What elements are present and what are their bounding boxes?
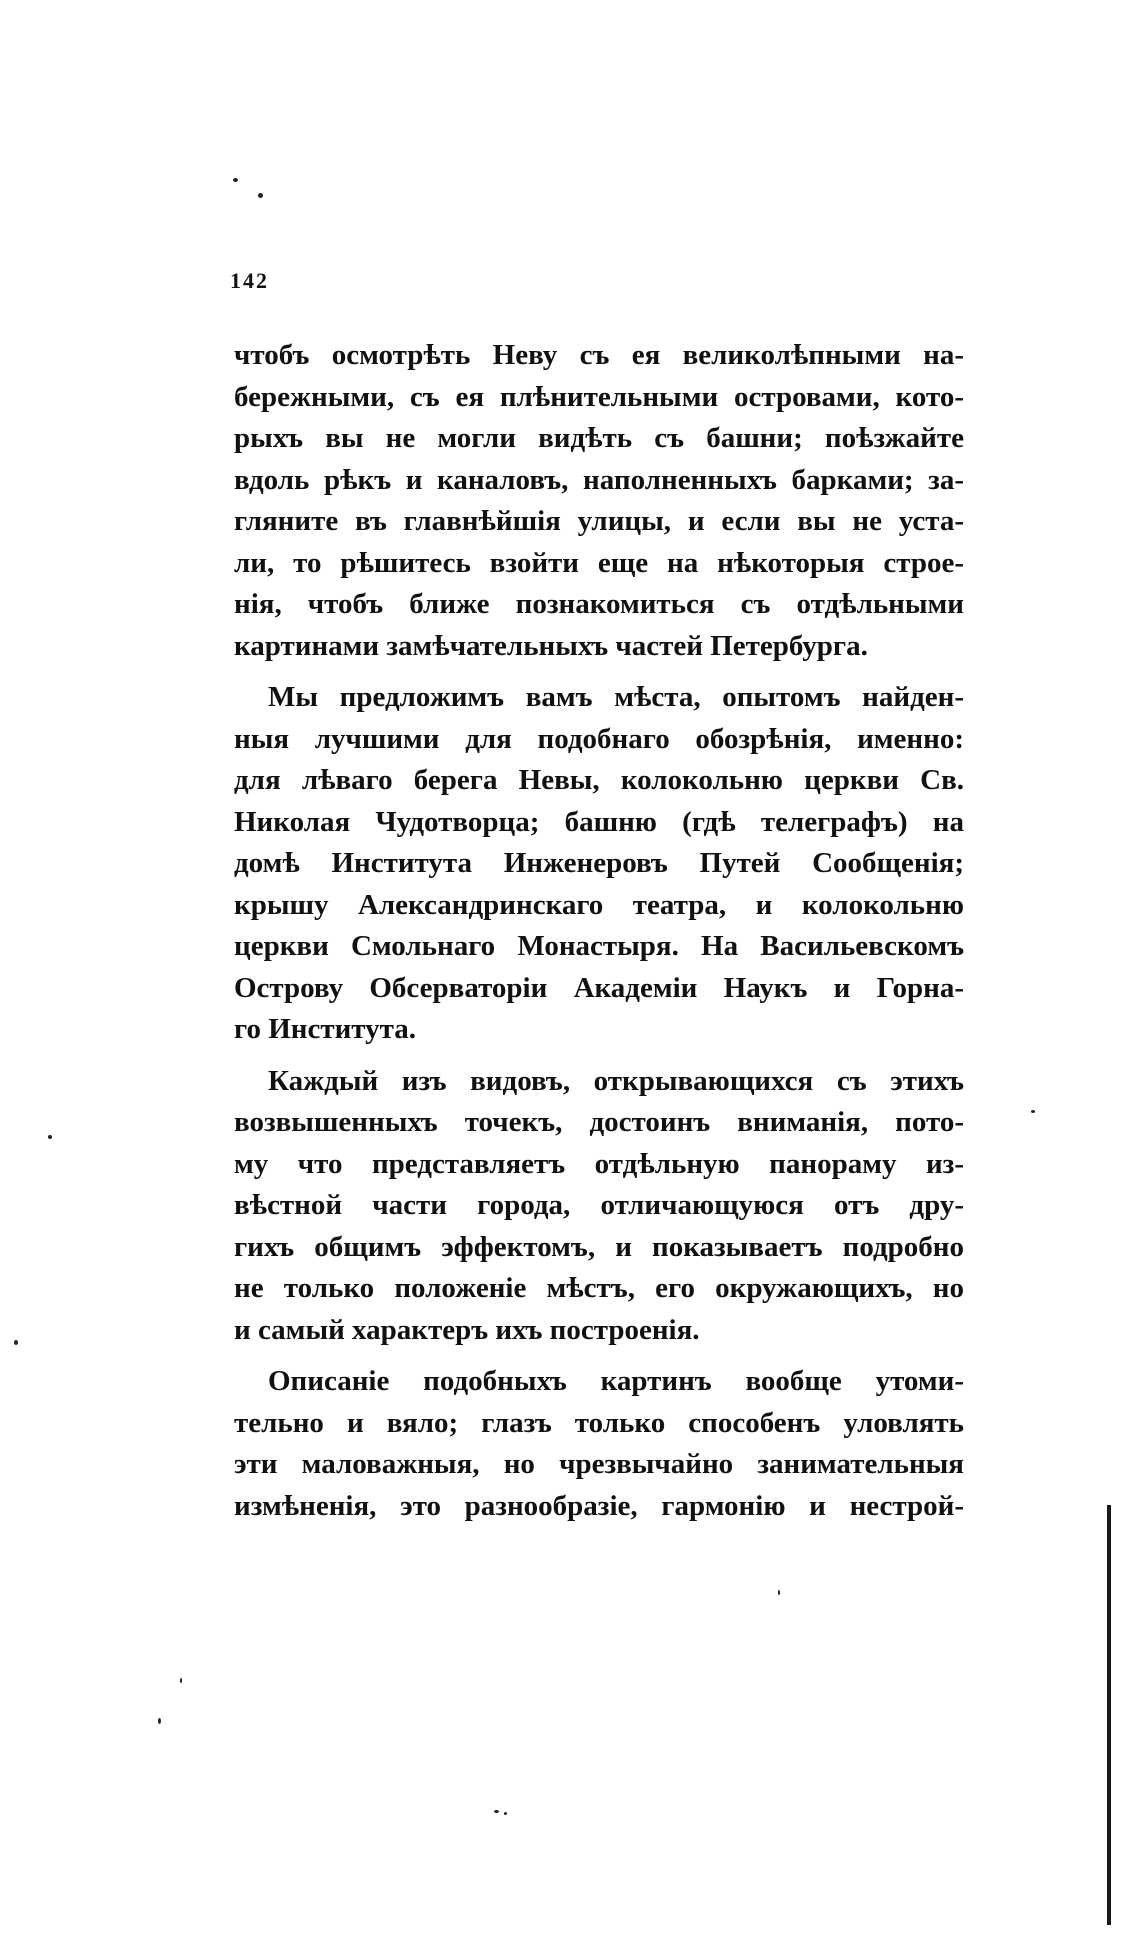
scan-speck [180, 1678, 182, 1683]
paragraph-1 [234, 335, 964, 667]
text-line: и самый характеръ ихъ построенія. [234, 1313, 700, 1346]
text-line: крышу Александринскаго театра, и колокольню [234, 888, 964, 921]
text-line: Острову Обсерваторіи Академіи Наукъ и Горна- [234, 971, 964, 1004]
text-line: му что представляетъ отдѣльную панораму из- [234, 1147, 964, 1180]
paragraph-3 [234, 1061, 964, 1352]
text-line: возвышенныхъ точекъ, достоинъ вниманія, пото- [234, 1106, 964, 1138]
body-text [234, 335, 964, 1527]
page-edge-shadow [1107, 1505, 1111, 1925]
scan-speck [14, 1340, 18, 1345]
text-line: гихъ общимъ эффектомъ, и показываетъ подробно [234, 1230, 964, 1263]
text-line: тельно и вяло; глазъ только способенъ уловлять [234, 1406, 964, 1439]
scan-speck [48, 1135, 52, 1139]
text-line: гляните въ главнѣйшія улицы, и если вы не уста- [234, 505, 964, 537]
text-line: го Института. [234, 1013, 417, 1045]
text-line: домѣ Института Инженеровъ Путей Сообщенія; [234, 847, 964, 879]
text-line: вдоль рѣкъ и каналовъ, наполненныхъ барками; за- [234, 463, 964, 496]
text-line: для лѣваго берега Невы, колокольню церкви Св. [234, 764, 964, 796]
text-line: Описаніе подобныхъ картинъ вообще утоми- [268, 1365, 964, 1397]
page-number: 142 [230, 268, 269, 293]
scan-speck [778, 1590, 780, 1595]
scan-speck [494, 1810, 499, 1813]
text-line: чтобъ осмотрѣть Неву съ ея великолѣпными на- [234, 339, 964, 371]
text-line: картинами замѣчательныхъ частей Петербурга. [234, 629, 868, 662]
text-line: Мы предложимъ вамъ мѣста, опытомъ найден- [268, 681, 964, 713]
text-line: нія, чтобъ ближе познакомиться съ отдѣльными [234, 588, 964, 620]
text-line: бережными, съ ея плѣнительными островами, кото- [234, 380, 964, 413]
scan-speck [158, 1718, 161, 1724]
text-line: не только положеніе мѣстъ, его окружающихъ, но [234, 1272, 964, 1304]
text-line: Николая Чудотворца; башню (гдѣ телеграфъ) на [234, 805, 964, 838]
text-line: Каждый изъ видовъ, открывающихся съ этихъ [268, 1064, 964, 1097]
text-line: рыхъ вы не могли видѣть съ башни; поѣзжайте [234, 422, 964, 454]
scan-speck [504, 1812, 507, 1815]
text-line: эти маловажныя, но чрезвычайно занимательныя [234, 1448, 964, 1480]
paragraph-2 [234, 677, 964, 1051]
text-line: церкви Смольнаго Монастыря. На Васильевскомъ [234, 930, 964, 962]
text-line: измѣненія, это разнообразіе, гармонію и нестрой- [234, 1489, 964, 1522]
scan-speck [258, 193, 263, 198]
text-line: вѣстной части города, отличающуюся отъ дру- [234, 1189, 964, 1221]
scan-speck [233, 178, 238, 182]
paragraph-4 [234, 1361, 964, 1527]
text-line: ли, то рѣшитесь взойти еще на нѣкоторыя строе- [234, 546, 964, 579]
scan-speck [1031, 1110, 1035, 1113]
text-line: ныя лучшими для подобнаго обозрѣнія, именно: [234, 722, 964, 755]
